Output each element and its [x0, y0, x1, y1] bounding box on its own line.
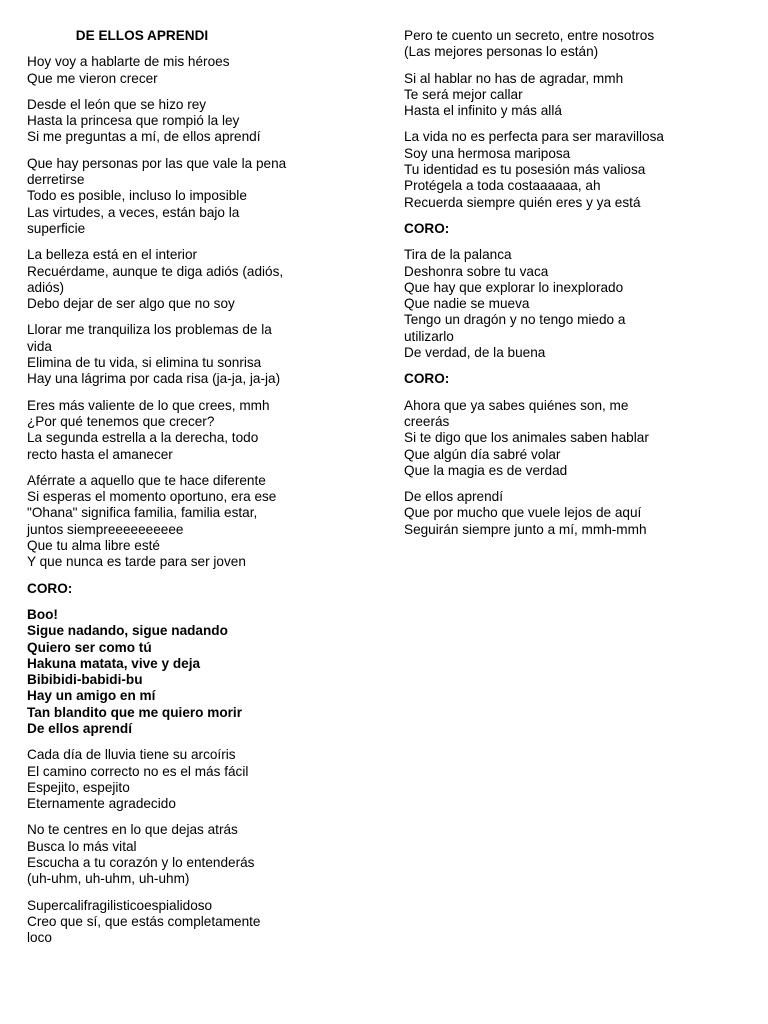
- lyric-line: Que por mucho que vuele lejos de aquí: [404, 505, 642, 521]
- lyric-line: Llorar me tranquiliza los problemas de la vida: [27, 322, 272, 354]
- lyric-line: Que hay que explorar lo inexplorado: [404, 279, 624, 295]
- stanza: [27, 156, 289, 237]
- stanza: [27, 822, 289, 887]
- page-title: DE ELLOS APRENDI: [75, 28, 209, 43]
- lyric-line: Quiero ser como tú: [27, 639, 152, 655]
- lyric-line: Todo es posible, incluso lo imposible: [27, 188, 247, 204]
- stanza: [404, 247, 664, 361]
- lyric-line: Que nadie se mueva: [404, 296, 530, 312]
- lyric-line: Desde el león que se hizo rey: [27, 96, 207, 112]
- lyric-line: Hay una lágrima por cada risa (ja-ja, ja-ja): [27, 371, 281, 387]
- lyric-line: La belleza está en el interior: [27, 247, 198, 263]
- lyric-line: Supercalifragilisticoespialidoso: [27, 897, 213, 913]
- lyric-line: Si esperas el momento oportuno, era ese: [27, 489, 277, 505]
- lyric-line: Que algún día sabré volar: [404, 446, 561, 462]
- lyric-line: Sigue nadando, sigue nadando: [27, 623, 228, 639]
- lyric-line: Si al hablar no has de agradar, mmh: [404, 70, 624, 86]
- stanza: [404, 129, 664, 210]
- stanza: [27, 898, 289, 947]
- lyric-line: De ellos aprendí: [404, 489, 503, 505]
- lyric-line: Ahora que ya sabes quiénes son, me creerás: [404, 397, 629, 429]
- lyric-line: Aférrate a aquello que te hace diferente: [27, 472, 266, 488]
- lyric-line: Bibibidi-babidi-bu: [27, 672, 143, 688]
- lyric-line: (uh-uhm, uh-uhm, uh-uhm): [27, 871, 190, 887]
- lyric-line: Elimina de tu vida, si elimina tu sonrisa: [27, 355, 262, 371]
- stanza: [404, 398, 664, 479]
- lyric-line: Soy una hermosa mariposa: [404, 145, 571, 161]
- lyric-line: Boo!: [27, 606, 58, 622]
- chorus-stanza: [27, 607, 289, 737]
- lyric-line: Las virtudes, a veces, están bajo la superficie: [27, 204, 240, 236]
- stanza: [27, 322, 289, 387]
- lyric-line: Si te digo que los animales saben hablar: [404, 430, 649, 446]
- stanza: [27, 54, 289, 87]
- lyric-line: Busca lo más vital: [27, 838, 137, 854]
- lyric-line: Que tu alma libre esté: [27, 538, 160, 554]
- stanza: [27, 398, 289, 463]
- lyric-line: Debo dejar de ser algo que no soy: [27, 296, 235, 312]
- stanza: [404, 489, 664, 538]
- lyric-line: Hakuna matata, vive y deja: [27, 655, 201, 671]
- lyric-line: "Ohana" significa familia, familia estar, juntos siempreeeeeeeeee: [27, 505, 258, 537]
- lyric-line: La segunda estrella a la derecha, todo recto hasta el amanecer: [27, 430, 259, 462]
- chorus-label: CORO:: [27, 580, 73, 596]
- lyric-line: Que la magia es de verdad: [404, 462, 568, 478]
- lyric-line: Cada día de lluvia tiene su arcoíris: [27, 747, 236, 763]
- lyric-line: El camino correcto no es el más fácil: [27, 763, 249, 779]
- right-column: [404, 28, 664, 548]
- stanza: [27, 97, 289, 146]
- lyric-line: Y que nunca es tarde para ser joven: [27, 554, 246, 570]
- lyric-line: Eres más valiente de lo que crees, mmh: [27, 397, 270, 413]
- stanza: [27, 747, 289, 812]
- lyric-line: ¿Por qué tenemos que crecer?: [27, 413, 215, 429]
- lyric-line: La vida no es perfecta para ser maravillosa: [404, 129, 664, 145]
- lyric-line: Deshonra sobre tu vaca: [404, 263, 549, 279]
- lyric-line: No te centres en lo que dejas atrás: [27, 822, 238, 838]
- lyric-line: Que hay personas por las que vale la pena derretirse: [27, 155, 287, 188]
- chorus-label: CORO:: [404, 371, 450, 387]
- lyric-line: De ellos aprendí: [27, 720, 133, 736]
- lyric-line: Eternamente agradecido: [27, 796, 176, 812]
- stanza: [27, 473, 289, 571]
- lyric-line: Recuerda siempre quién eres y ya está: [404, 194, 641, 210]
- lyric-line: Si me preguntas a mí, de ellos aprendí: [27, 129, 261, 145]
- left-column: [27, 28, 289, 957]
- lyric-line: Te será mejor callar: [404, 86, 523, 102]
- lyric-line: Tira de la palanca: [404, 247, 512, 263]
- stanza: [404, 71, 664, 120]
- lyric-line: Tan blandito que me quiero morir: [27, 704, 242, 720]
- lyric-line: Protégela a toda costaaaaaa, ah: [404, 178, 601, 194]
- lyric-line: De verdad, de la buena: [404, 345, 546, 361]
- lyric-line: Escucha a tu corazón y lo entenderás: [27, 855, 255, 871]
- lyric-line: Tu identidad es tu posesión más valiosa: [404, 162, 646, 178]
- chorus-label: CORO:: [404, 220, 450, 236]
- lyric-line: Hay un amigo en mí: [27, 688, 156, 704]
- lyric-line: Recuérdame, aunque te diga adiós (adiós, adiós): [27, 263, 284, 295]
- stanza: [404, 28, 664, 61]
- lyric-line: Pero te cuento un secreto, entre nosotros: [404, 28, 655, 43]
- lyric-line: Espejito, espejito: [27, 779, 130, 795]
- lyric-line: (Las mejores personas lo están): [404, 44, 599, 60]
- lyric-line: Hasta la princesa que rompió la ley: [27, 113, 240, 129]
- lyric-line: Que me vieron crecer: [27, 70, 158, 86]
- lyric-line: Hoy voy a hablarte de mis héroes: [27, 54, 230, 70]
- lyric-line: Tengo un dragón y no tengo miedo a utilizarlo: [404, 312, 626, 344]
- lyric-line: Hasta el infinito y más allá: [404, 103, 562, 119]
- lyric-line: Creo que sí, que estás completamente loco: [27, 913, 261, 946]
- lyric-line: Seguirán siempre junto a mí, mmh-mmh: [404, 521, 647, 537]
- stanza: [27, 247, 289, 312]
